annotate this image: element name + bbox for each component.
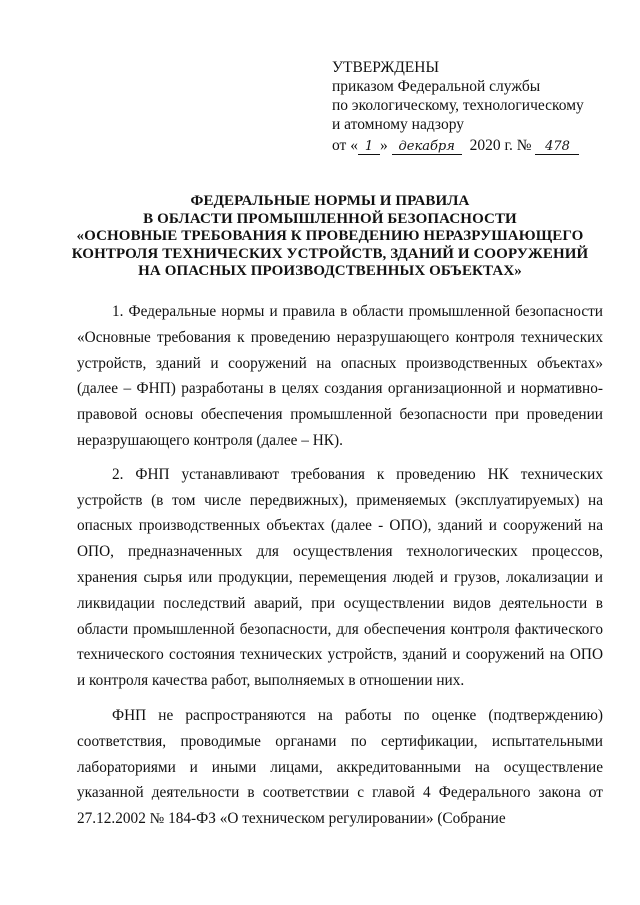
paragraph-3: ФНП не распространяются на работы по оценке (подтверждению) соответствия, проводимые органами по сертификации, испытательными лабораториями и иными лицами, аккредитованными на осуществление указанной деятельности в соответствии с главой 4 Федерального закона от 27.12.2002 № 184-ФЗ «О техническом регулировании» (Собрание (77, 706, 603, 828)
document-body (77, 299, 603, 840)
title-line-2: В ОБЛАСТИ ПРОМЫШЛЕННОЙ БЕЗОПАСНОСТИ (143, 210, 517, 227)
approval-line-3: и атомному надзору (332, 116, 464, 133)
from-label: от « (332, 137, 358, 154)
title-line-3: «ОСНОВНЫЕ ТРЕБОВАНИЯ К ПРОВЕДЕНИЮ НЕРАЗРУШАЮЩЕГО (76, 228, 584, 244)
handwritten-day: 1 (358, 139, 380, 155)
handwritten-month: декабря (392, 139, 462, 155)
approval-line-2: по экологическому, технологическому (332, 97, 584, 114)
approval-heading: УТВЕРЖДЕНЫ (332, 59, 439, 76)
title-line-4: КОНТРОЛЯ ТЕХНИЧЕСКИХ УСТРОЙСТВ, ЗДАНИЙ И СООРУЖЕНИЙ (71, 245, 589, 262)
paragraph-2: 2. ФНП устанавливают требования к проведению НК технических устройств (в том числе передвижных), применяемых (эксплуатируемых) на опасных производственных объектах (далее - ОПО), зданий и сооружений на ОПО, предназначенных для осуществления технологических процессов, хранения сырья или продукции, перемещения людей и грузов, локализации и ликвидации последствий аварий, при осуществлении видов деятельности в области промышленной безопасности, для обеспечения контроля фактического технического состояния технических устройств, зданий и сооружений на ОПО и контроля качества работ, выполняемых в отношении них. (77, 465, 603, 690)
paragraph-1: 1. Федеральные нормы и правила в области промышленной безопасности «Основные требования к проведению неразрушающего контроля технических устройств, зданий и сооружений на опасных производственных объектах» (далее – ФНП) разработаны в целях создания организационной и нормативно-правовой основы обеспечения промышленной безопасности при проведении неразрушающего контроля (далее – НК). (77, 303, 603, 449)
document-title (60, 193, 600, 281)
title-line-5: НА ОПАСНЫХ ПРОИЗВОДСТВЕННЫХ ОБЪЕКТАХ» (138, 263, 522, 279)
approval-block (332, 58, 622, 155)
close-quote: » (379, 137, 388, 154)
approval-line-1: приказом Федеральной службы (332, 78, 541, 95)
title-line-1: ФЕДЕРАЛЬНЫЕ НОРМЫ И ПРАВИЛА (190, 193, 470, 209)
approval-date-line (332, 136, 622, 155)
year-label: 2020 г. № (469, 137, 532, 154)
handwritten-order-number: 478 (535, 139, 579, 155)
